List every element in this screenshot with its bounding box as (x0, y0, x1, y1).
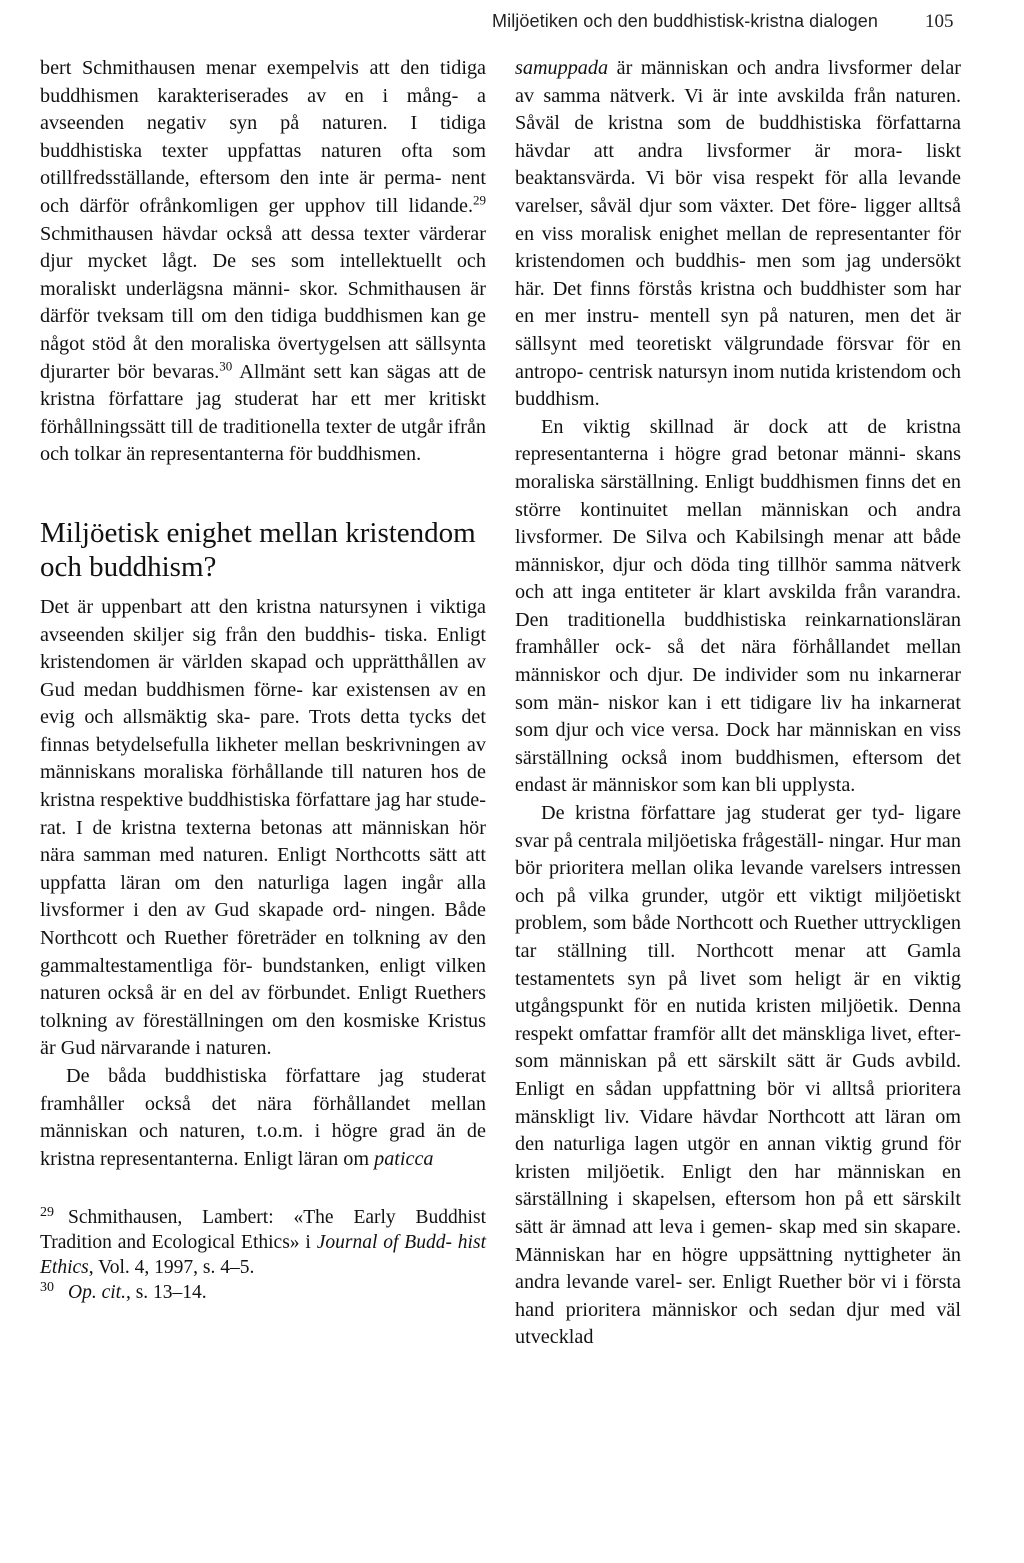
section-heading: Miljöetisk enighet mellan kristendom och buddhism? (40, 516, 476, 583)
text-run: , Vol. 4, 1997, s. 4–5. (88, 1257, 255, 1279)
footnote-30 (40, 1280, 486, 1305)
text-run: är människan och andra livsformer delar av samma nätverk. Vi är inte avskilda från naturen. Såväl de kristna som de buddhistiska författarna hävdar att andra livsformer är mora- liskt beaktansvärda. Vi bör visa respekt för alla levande varelser, såväl djur som växter. Det före- ligger alltså en viss moralisk enighet mellan de representanter för kristendomen och buddhis- men som jag undersökt här. Det finns förstås kristna och buddhister som har en mer instru- mentell syn på naturen, men det är sällsynt med teoretiskt välgrundade försvar för en antropo- centrisk natursyn inom nutida kristendom och buddhism. (515, 57, 961, 411)
left-paragraph-1 (40, 55, 486, 469)
journal-title: Journal of Budd- hist Ethics (40, 1232, 486, 1279)
italic-term: samuppada (515, 57, 609, 79)
text-run: , s. 13–14. (125, 1282, 207, 1304)
citation-abbrev: Op. cit. (68, 1282, 126, 1304)
text-run: Allmänt sett kan sägas att de kristna författare jag studerat har ett mer kritiskt förhållningssätt till de traditionella texter de utgår ifrån och tolkar än representanterna för buddhismen. (40, 360, 486, 466)
right-paragraph-3: De kristna författare jag studerat ger tyd- ligare svar på centrala miljöetiska frågeställ- ningar. Hur man bör prioritera mellan olika levande varelsers intressen och på vilka grunder, utgör ett viktigt miljöetiskt problem, som både Northcott och Ruether uttryckligen tar ställning till. Northcott menar att Gamla testamentets syn på livet som heligt är en viktig utgångspunkt för en nutida kristen miljöetik. Denna respekt omfattar framför allt det mänskliga livet, efter- som människan på ett särskilt sätt är Guds avbild. Enligt en sådan uppfattning bör vi alltså prioritera mänskligt liv. Vidare hävdar Northcott att läran om den naturliga lagen utgör en annan viktig grund för kristen miljöetik. Enligt den har människan en särställning i skapelsen, eftersom hon på ett särskilt sätt är ämnad att leva i gemen- skap med sin skapare. Människan har en högre uppsättning nyttigheter än andra levande varel- ser. Enligt Ruether bör vi i första hand prioritera människor och sedan djur med väl utvecklad (515, 802, 961, 1349)
footnote-ref-30: 30 (219, 357, 233, 373)
running-title: Miljöetiken och den buddhistisk-kristna dialogen (492, 11, 879, 31)
page-number: 105 (925, 11, 954, 32)
text-run: bert Schmithausen menar exempelvis att den tidiga buddhismen karakteriserades av en i mång- a avseenden negativ syn på naturen. I tidiga buddhistiska texter uppfattas naturen ofta som otillfredsställande, eftersom den inte är perma- nent och därför ofrånkomligen ger upphov till lidande. (40, 57, 486, 217)
italic-term: paticca (374, 1147, 434, 1170)
right-paragraph-2: En viktig skillnad är dock att de kristna representanterna i högre grad betonar männi- skans moraliska särställning. Enligt buddhismen finns det en större kontinuitet mellan människan och andra livsformer. De Silva och Kabilsingh menar att både människor, djur och döda ting tillhör samma nätverk och att inga entiteter är klart avskilda från varandra. Den traditionella buddhistiska reinkarnationsläran framhåller ock- så det nära förhållandet mellan människor och djur. De individer som nu inkarnerar som män- niskor kan i ett tidigare liv ha inkarnerat som djur och vice versa. Dock har människan en viss särställning också inom buddhismen, eftersom det endast är människor som kan bli upplysta. (515, 415, 961, 797)
left-column (40, 55, 486, 1305)
right-paragraph-1 (515, 55, 961, 414)
left-paragraph-3 (40, 1063, 486, 1173)
text-run: Schmithausen hävdar också att dessa texter värderar djur mycket lågt. De ses som intellektuellt och moraliskt underlägsna männi- skor. Schmithausen är därför tveksam till om den tidiga buddhismen kan ge något stöd åt den moraliska övertygelsen att sällsynta djurarter bör bevaras. (40, 222, 486, 383)
left-paragraph-2: Det är uppenbart att den kristna natursynen i viktiga avseenden skiljer sig från den buddhis- tiska. Enligt kristendomen är världen skapad och upprätthållen av Gud medan buddhismen förne- kar existensen av en evig och allsmäktig ska- pare. Trots detta tycks det finnas betydelsefulla likheter mellan beskrivningen av människans moraliska förhållande till naturen hos de kristna respektive buddhistiska författare jag har stude- rat. I de kristna texterna betonas att människan hör nära samman med naturen. Enligt Northcotts sätt att uppfatta läran om den naturliga lagen ingår alla livsformer i den av Gud skapade ord- ningen. Både Northcott och Ruether företräder en tolkning av den gammaltestamentliga för- bundstanken, enligt vilken naturen också är en del av förbundet. Enligt Ruethers tolkning av föreställningen om den kosmiske Kristus är Gud närvarande i naturen. (40, 595, 486, 1060)
footnote-29 (40, 1205, 486, 1280)
footnotes (40, 1205, 486, 1305)
footnote-ref-29: 29 (473, 192, 486, 208)
footnote-number: 30 (40, 1279, 54, 1295)
right-column (515, 55, 961, 1352)
page-header (0, 6, 1024, 32)
footnote-number: 29 (40, 1204, 54, 1220)
text-run: Schmithausen, Lambert: «The Early Buddhist Tradition and Ecological Ethics» i (40, 1207, 486, 1254)
text-run: De båda buddhistiska författare jag studerat framhåller också det nära förhållandet mellan människan och naturen, t.o.m. i högre grad än de kristna representanterna. Enligt läran om (40, 1065, 486, 1170)
